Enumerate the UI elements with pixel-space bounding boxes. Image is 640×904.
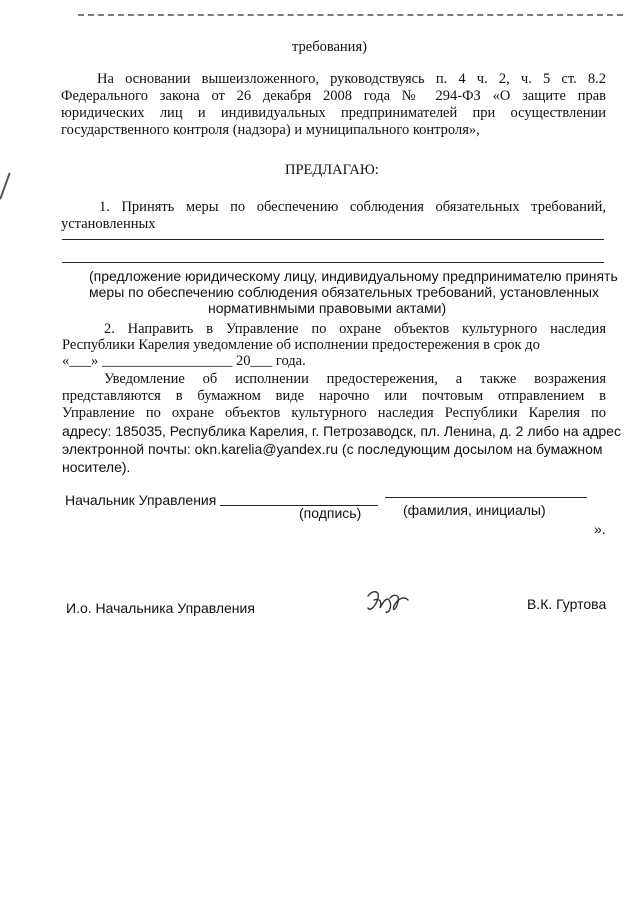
- scan-artifact-left-mark: [0, 173, 11, 200]
- basis-line-4: государственного контроля (надзора) и муниципального контроля»,: [61, 122, 480, 138]
- head-signature-label: Начальник Управления: [65, 492, 217, 508]
- fill-line-2: [62, 262, 604, 263]
- notice-line-3: Управление по охране объектов культурного наследия Республики Карелия по: [62, 405, 606, 421]
- heading-propose: ПРЕДЛАГАЮ:: [285, 162, 379, 178]
- handwritten-signature: [362, 586, 414, 620]
- acting-head-name: В.К. Гуртова: [527, 596, 607, 612]
- scan-artifact-top-line: [78, 14, 623, 16]
- caption1-line-2: меры по обеспечению соблюдения обязательных требований, установленных: [89, 284, 599, 300]
- basis-line-1: На основании вышеизложенного, руководствуясь п. 4 ч. 2, ч. 5 ст. 8.2: [97, 71, 606, 87]
- item1-line-1: 1. Принять меры по обеспечению соблюдения обязательных требований,: [99, 199, 606, 215]
- head-name-line: [385, 497, 587, 498]
- item2-line-1: 2. Направить в Управление по охране объектов культурного наследия: [104, 321, 606, 337]
- name-caption: (фамилия, инициалы): [403, 502, 546, 518]
- notice-line-4: адресу: 185035, Республика Карелия, г. Петрозаводск, пл. Ленина, д. 2 либо на адрес: [62, 423, 621, 439]
- signature-caption: (подпись): [299, 505, 362, 521]
- acting-head-title: И.о. Начальника Управления: [66, 600, 255, 616]
- caption1-line-1: (предложение юридическому лицу, индивидуальному предпринимателю принять: [89, 268, 618, 284]
- item2-deadline-line: «___» __________________ 20___ года.: [62, 353, 306, 369]
- notice-line-2: представляются в бумажном виде нарочно или почтовым отправлением в: [62, 388, 606, 404]
- item2-line-2: Республики Карелия уведомление об исполнении предостережения в срок до: [62, 337, 540, 353]
- basis-line-2: Федерального закона от 26 декабря 2008 года № 294-ФЗ «О защите прав: [61, 88, 606, 104]
- caption1-line-3: нормативнмыми правовыми актами): [208, 300, 447, 316]
- closing-quote: ».: [594, 521, 606, 537]
- basis-line-3: юридических лиц и индивидуальных предпринимателей при осуществлении: [61, 105, 606, 121]
- item1-line-2: установленных: [61, 216, 156, 232]
- continuation-text: требования): [292, 39, 367, 55]
- notice-line-5: электронной почты: okn.karelia@yandex.ru (с последующим досылом на бумажном: [62, 441, 603, 457]
- notice-line-1: Уведомление об исполнении предостережения, а также возражения: [104, 371, 606, 387]
- notice-line-6: носителе).: [62, 459, 131, 475]
- fill-line-1: [62, 239, 604, 240]
